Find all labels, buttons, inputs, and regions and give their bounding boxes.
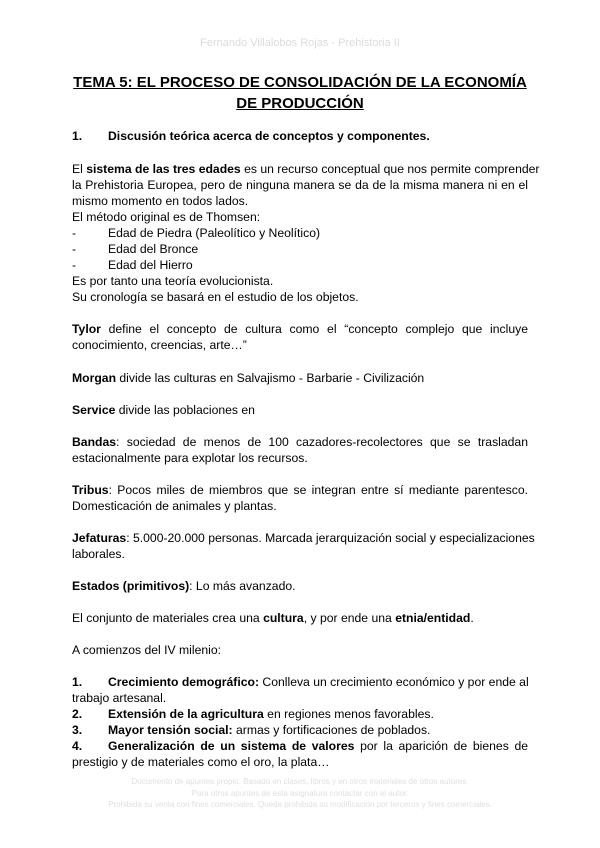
list-item: - Edad del Bronce [72,242,199,256]
section-heading: 1. Discusión teórica acerca de conceptos y componentes. [72,129,430,143]
list-item: - Edad de Piedra (Paleolítico y Neolítico) [72,226,321,240]
jefaturas-line-1: Jefaturas: 5.000-20.000 personas. Marcada jerarquización social y especializaciones [72,531,535,545]
title-line-1: TEMA 5: EL PROCESO DE CONSOLIDACIÓN DE LA ECONOMÍA [73,74,527,91]
list-item: - Edad del Hierro [72,258,193,272]
list-item: 1. Crecimiento demográfico: Conlleva un crecimiento económico y por ende al [72,675,529,689]
document-title [72,72,528,114]
tribus-line-2: Domesticación de animales y plantas. [72,499,277,513]
list-item: 2. Extensión de la agricultura en regiones menos favorables. [72,707,434,721]
title-line-2: DE PRODUCCIÓN [236,95,364,112]
list-item-continuation: trabajo artesanal. [72,691,167,705]
cronologia-text: Su cronología se basará en el estudio de los objetos. [72,290,359,304]
estados-text: Estados (primitivos): Lo más avanzado. [72,579,296,593]
comienzos-text: A comienzos del IV milenio: [72,643,222,657]
conjunto-text: El conjunto de materiales crea una cultura, y por ende una etnia/entidad. [72,611,474,625]
list-item: 4. Generalización de un sistema de valores por la aparición de bienes de [72,739,529,753]
jefaturas-line-2: laborales. [72,547,125,561]
evolucionista-text: Es por tanto una teoría evolucionista. [72,274,274,288]
bandas-line-1: Bandas: sociedad de menos de 100 cazadores-recolectores que se trasladan [72,435,528,449]
footer-line-3: Prohibida su venta con fines comerciales. Queda prohibida su modificación por terceros y fines comerciales. [108,800,492,809]
page-footer [0,776,600,811]
tylor-line-2: conocimiento, creencias, arte…” [72,338,247,352]
paragraph-tres-edades-line-1: El sistema de las tres edades es un recurso conceptual que nos permite comprender [72,162,540,176]
page-header: Fernando Villalobos Rojas - Prehistoria II [200,37,400,49]
morgan-text: Morgan divide las culturas en Salvajismo - Barbarie - Civilización [72,371,425,385]
footer-line-1: Documento de apuntes propio. Basado en clases, libros y en otros materiales de otros autores. [131,777,469,786]
footer-line-2: Para otros apuntes de esta asignatura contactar con el autor. [191,788,409,798]
tylor-line-1: Tylor define el concepto de cultura como el “concepto complejo que incluye [72,322,528,336]
paragraph-tres-edades-line-2: la Prehistoria Europea, pero de ninguna manera se da de la misma manera ni en el [72,178,528,192]
list-item: 3. Mayor tensión social: armas y fortificaciones de poblados. [72,723,431,737]
paragraph-tres-edades-line-3: mismo momento en todos lados. [72,194,249,208]
list-item-continuation: prestigio y de materiales como el oro, la plata… [72,755,330,769]
tribus-line-1: Tribus: Pocos miles de miembros que se integran entre sí mediante parentesco. [72,483,528,497]
service-text: Service divide las poblaciones en [72,403,255,417]
thomsen-intro: El método original es de Thomsen: [72,210,261,224]
bandas-line-2: estacionalmente para explotar los recursos. [72,451,308,465]
